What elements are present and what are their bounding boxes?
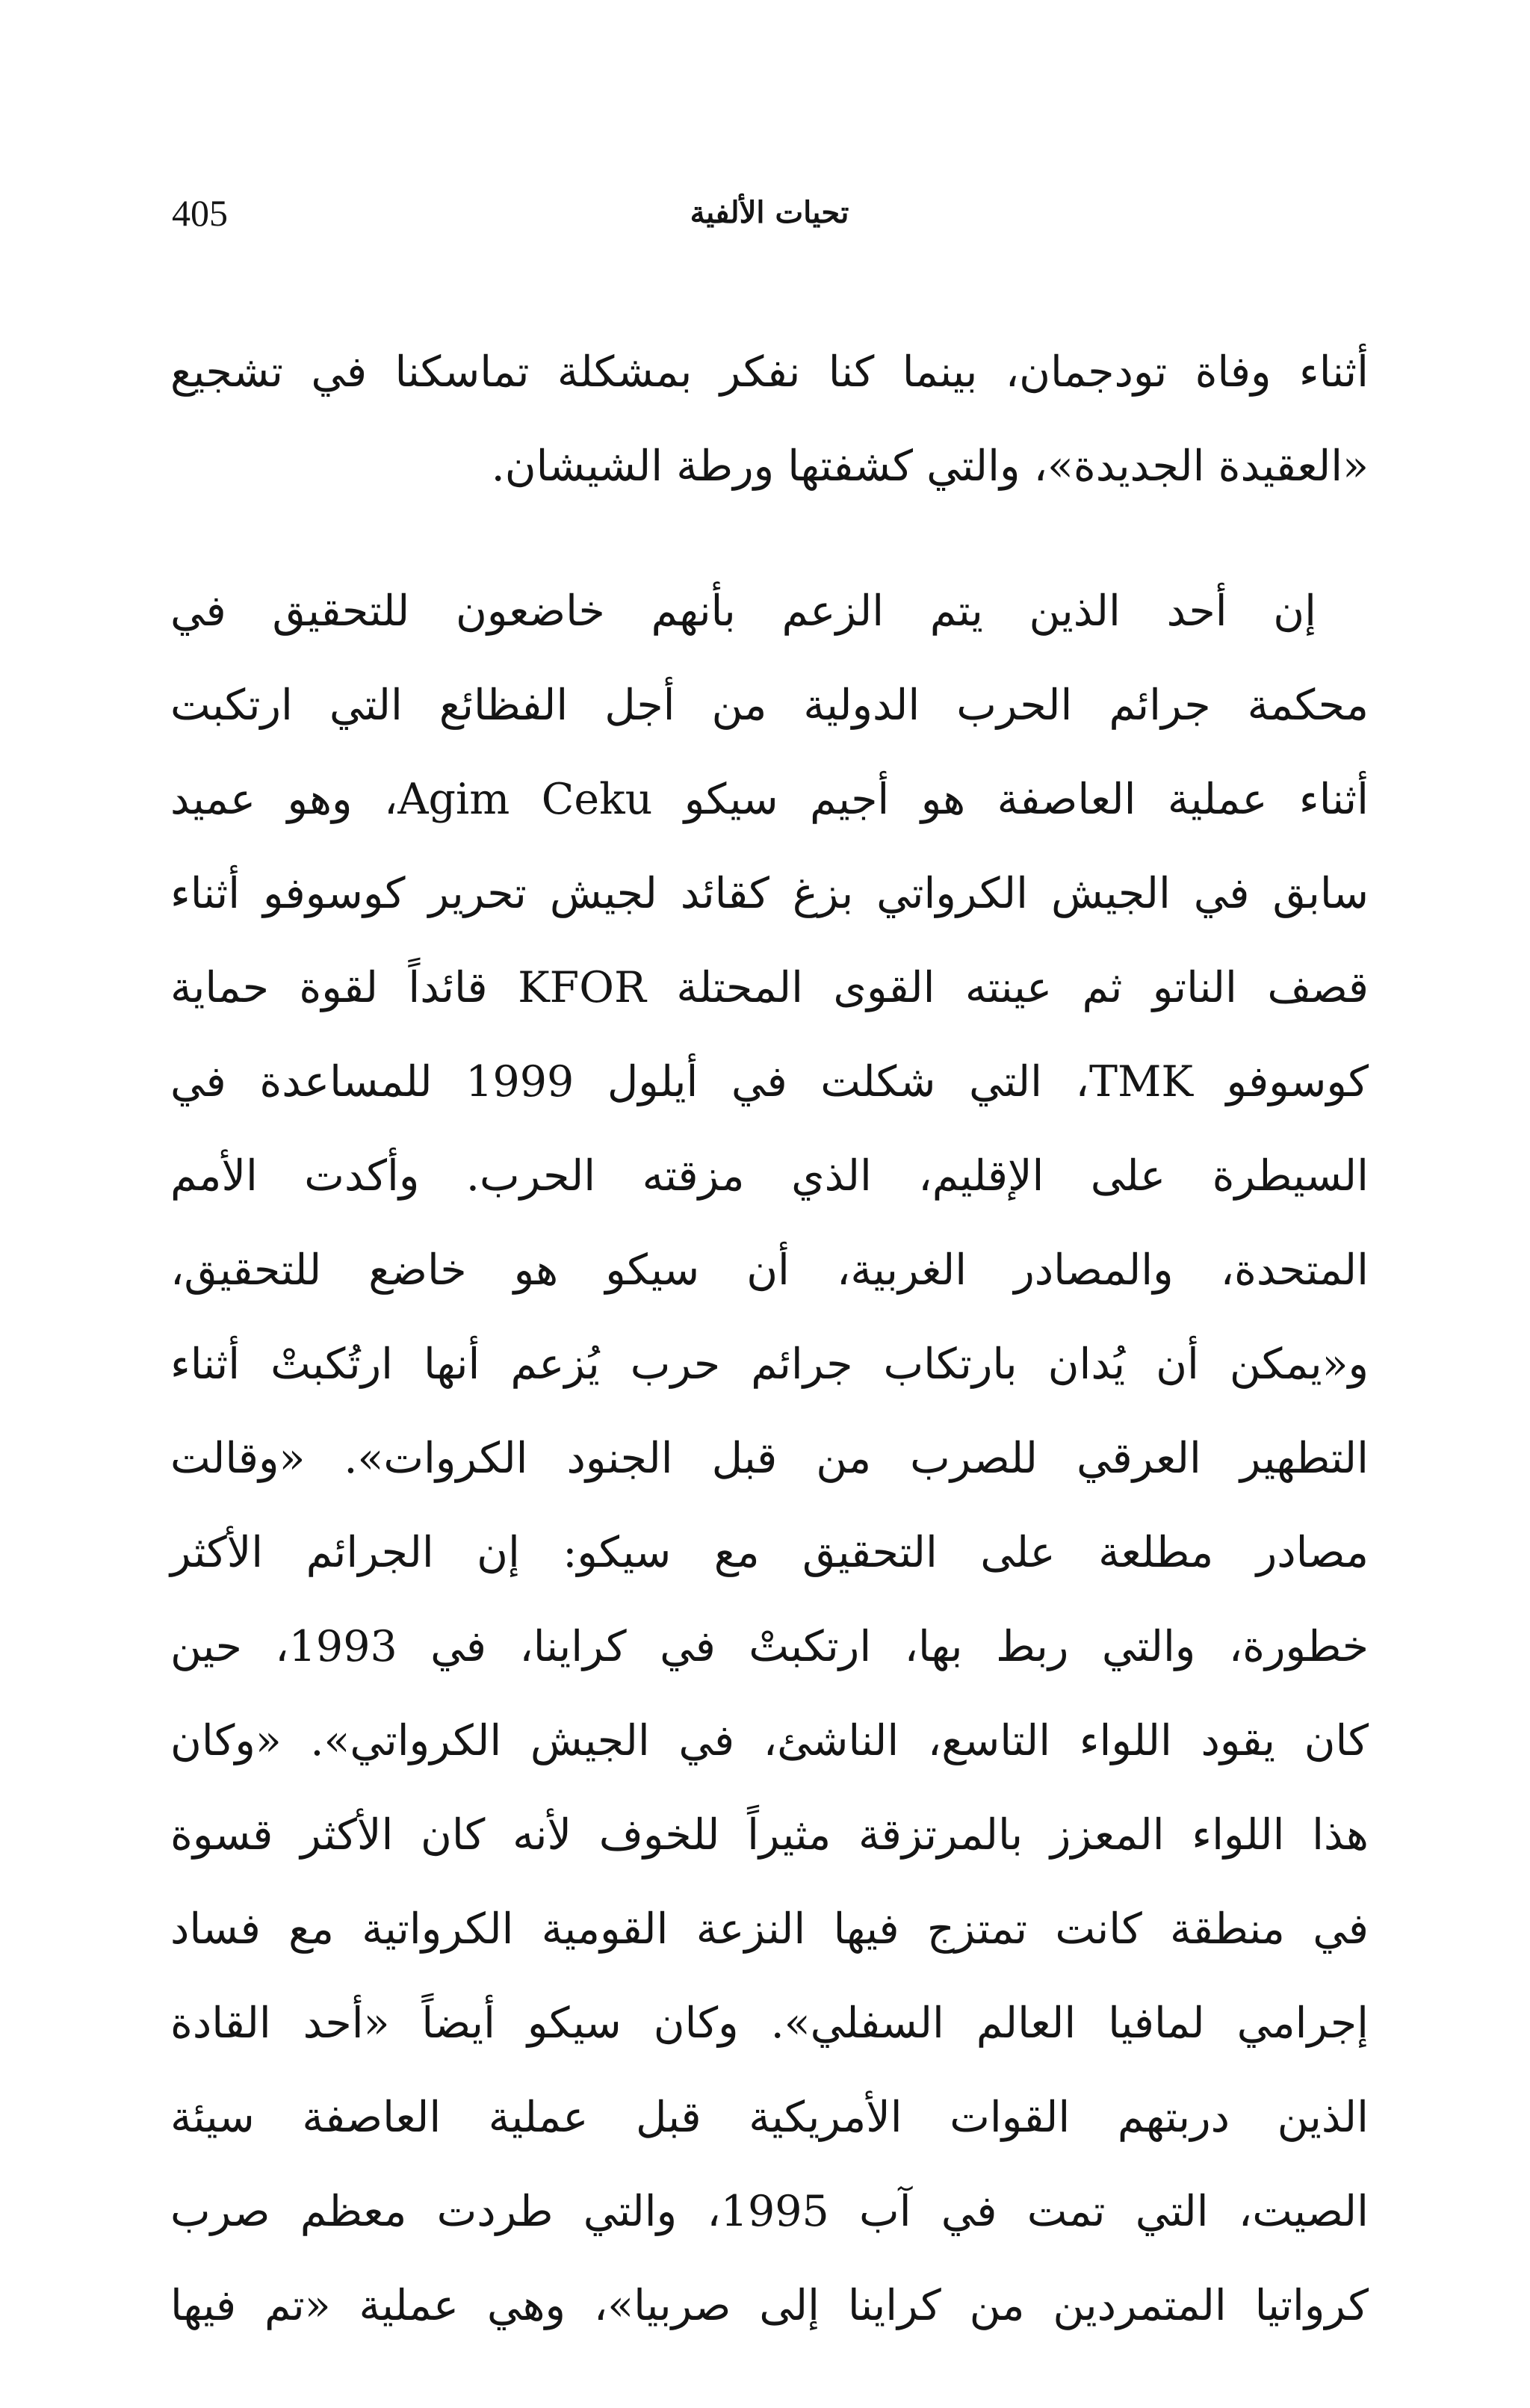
text-line: قصف الناتو ثم عينته القوى المحتلة KFOR قائداً لقوة حماية	[170, 963, 1369, 1012]
text-line: أثناء عملية العاصفة هو أجيم سيكو Agim Ceku، وهو عميد	[170, 775, 1369, 824]
text-line: المتحدة، والمصادر الغربية، أن سيكو هو خاضع للتحقيق،	[170, 1245, 1369, 1295]
text-line: الصيت، التي تمت في آب 1995، والتي طردت معظم صرب	[170, 2187, 1369, 2236]
paragraph-1	[170, 325, 1369, 513]
text-line: كرواتيا المتمردين من كراينا إلى صربيا»، وهي عملية «تم فيها	[170, 2281, 1369, 2330]
text-line: التطهير العرقي للصرب من قبل الجنود الكروات». «وقالت	[170, 1434, 1369, 1483]
text-line: كوسوفو TMK، التي شكلت في أيلول 1999 للمساعدة في	[170, 1057, 1369, 1106]
text-line: و«يمكن أن يُدان بارتكاب جرائم حرب يُزعم أنها ارتُكبتْ أثناء	[170, 1340, 1369, 1389]
text-line: إجرامي لمافيا العالم السفلي». وكان سيكو أيضاً «أحد القادة	[170, 1999, 1369, 2048]
paragraph-2	[170, 564, 1369, 2353]
text-line: محكمة جرائم الحرب الدولية من أجل الفظائع التي ارتكبت	[170, 681, 1369, 730]
text-line: في منطقة كانت تمتزج فيها النزعة القومية الكرواتية مع فساد	[170, 1904, 1369, 1954]
text-line: أثناء وفاة تودجمان، بينما كنا نفكر بمشكلة تماسكنا في تشجيع	[170, 347, 1369, 397]
text-line: الذين دربتهم القوات الأمريكية قبل عملية العاصفة سيئة	[170, 2093, 1369, 2142]
text-line: إن أحد الذين يتم الزعم بأنهم خاضعون للتحقيق في	[170, 586, 1316, 636]
text-line: هذا اللواء المعزز بالمرتزقة مثيراً للخوف لأنه كان الأكثر قسوة	[170, 1810, 1369, 1860]
text-line: السيطرة على الإقليم، الذي مزقته الحرب. وأكدت الأمم	[170, 1151, 1369, 1201]
text-line: «العقيدة الجديدة»، والتي كشفتها ورطة الشيشان.	[491, 442, 1369, 491]
text-line: خطورة، والتي ربط بها، ارتكبتْ في كراينا، في 1993، حين	[170, 1622, 1369, 1671]
text-line: سابق في الجيش الكرواتي بزغ كقائد لجيش تحرير كوسوفو أثناء	[170, 869, 1369, 918]
running-header: تحيات الألفية	[690, 195, 849, 230]
text-line: مصادر مطلعة على التحقيق مع سيكو: إن الجرائم الأكثر	[170, 1528, 1369, 1577]
text-line: كان يقود اللواء التاسع، الناشئ، في الجيش الكرواتي». «وكان	[170, 1716, 1369, 1765]
page-number: 405	[172, 192, 228, 234]
